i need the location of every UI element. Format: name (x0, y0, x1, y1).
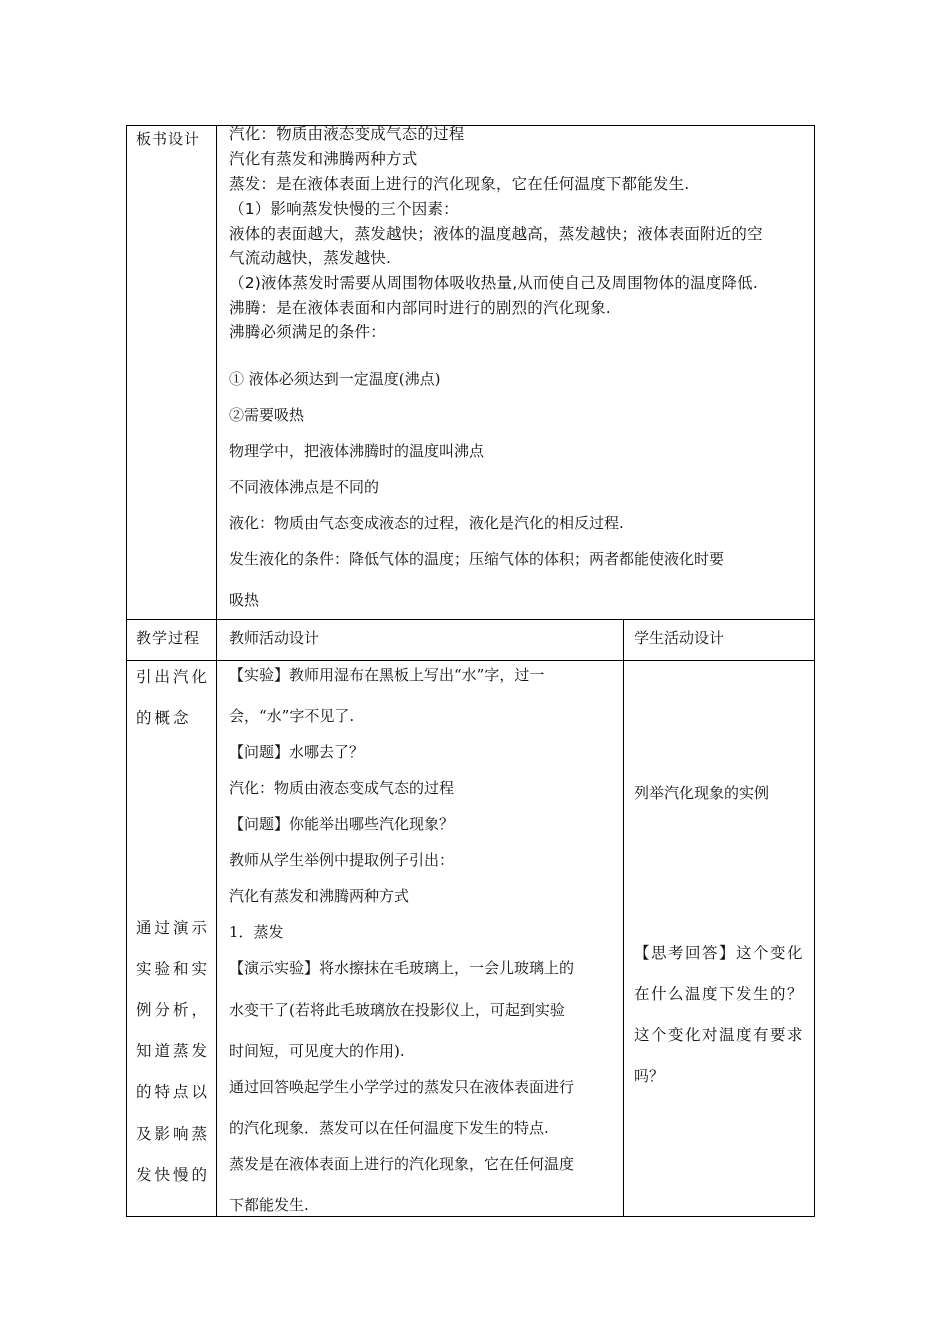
teacher-activity-line: 1．蒸发 (229, 923, 284, 941)
board-line: 吸热 (229, 591, 260, 609)
teacher-activity-line: 【问题】你能举出哪些汽化现象？ (229, 815, 455, 833)
table-border-right (814, 125, 815, 1217)
student-activity-line: 列举汽化现象的实例 (634, 784, 770, 802)
process-step-label: 实验和实 (136, 960, 211, 978)
process-step-label: 例分析， (136, 1001, 211, 1019)
board-line: 蒸发：是在液体表面上进行的汽化现象，它在任何温度下都能发生. (229, 175, 690, 193)
teacher-activity-line: 时间短，可见度大的作用). (229, 1042, 405, 1060)
col-divider-2 (623, 619, 624, 1217)
process-step-label: 及影响蒸 (136, 1125, 211, 1143)
board-line: 汽化有蒸发和沸腾两种方式 (229, 150, 418, 168)
teacher-activity-line: 【实验】教师用湿布在黑板上写出“水”字，过一 (229, 666, 545, 684)
board-line: （1）影响蒸发快慢的三个因素： (229, 200, 459, 218)
board-line: 沸腾必须满足的条件： (229, 323, 387, 341)
board-line: 汽化：物质由液态变成气态的过程 (229, 125, 465, 143)
header-student: 学生活动设计 (634, 629, 725, 647)
process-step-label: 发快慢的 (136, 1166, 211, 1184)
board-line: 液化：物质由气态变成液态的过程，液化是汽化的相反过程. (229, 514, 624, 532)
teacher-activity-line: 教师从学生举例中提取例子引出： (229, 851, 455, 869)
board-line: （2)液体蒸发时需要从周围物体吸收热量,从而使自己及周围物体的温度降低. (229, 274, 758, 292)
board-line: 物理学中，把液体沸腾时的温度叫沸点 (229, 442, 485, 460)
student-activity-line: 吗？ (634, 1067, 665, 1085)
board-line: 液体的表面越大，蒸发越快；液体的温度越高，蒸发越快；液体表面附近的空 (229, 225, 763, 243)
board-line: ① 液体必须达到一定温度(沸点) (229, 370, 441, 388)
process-step-label: 通过演示 (136, 919, 211, 937)
process-step-label: 的特点以 (136, 1083, 211, 1101)
table-border-bottom (126, 1216, 815, 1217)
col-divider-1 (216, 125, 217, 1217)
teacher-activity-line: 汽化有蒸发和沸腾两种方式 (229, 887, 410, 905)
row-divider-1 (126, 619, 815, 620)
student-activity-line: 在什么温度下发生的？ (634, 985, 805, 1003)
board-line: 气流动越快，蒸发越快. (229, 249, 392, 267)
student-activity-line: 【思考回答】这个变化 (634, 944, 805, 962)
teacher-activity-line: 通过回答唤起学生小学学过的蒸发只在液体表面进行 (229, 1078, 575, 1096)
row-divider-2 (126, 660, 815, 661)
student-activity-line: 这个变化对温度有要求 (634, 1026, 805, 1044)
teacher-activity-line: 水变干了(若将此毛玻璃放在投影仪上，可起到实验 (229, 1001, 565, 1019)
teacher-activity-line: 汽化：物质由液态变成气态的过程 (229, 779, 455, 797)
teacher-activity-line: 【演示实验】将水擦抹在毛玻璃上，一会儿玻璃上的 (229, 959, 575, 977)
board-line: ②需要吸热 (229, 406, 305, 424)
board-line: 沸腾：是在液体表面和内部同时进行的剧烈的汽化现象. (229, 299, 611, 317)
teacher-activity-line: 会，“水”字不见了. (229, 707, 355, 725)
teacher-activity-line: 蒸发是在液体表面上进行的汽化现象，它在任何温度 (229, 1155, 575, 1173)
teacher-activity-line: 【问题】水哪去了？ (229, 743, 365, 761)
board-line: 发生液化的条件：降低气体的温度；压缩气体的体积；两者都能使液化时要 (229, 550, 725, 568)
process-step-label: 的概念 (136, 709, 192, 727)
table-top-tick (799, 125, 815, 126)
teacher-activity-line: 下都能发生. (229, 1196, 309, 1214)
board-line: 不同液体沸点是不同的 (229, 478, 380, 496)
header-process: 教学过程 (136, 629, 201, 647)
header-teacher: 教师活动设计 (229, 629, 320, 647)
process-step-label: 引出汽化 (136, 668, 211, 686)
board-design-label: 板书设计 (136, 130, 201, 148)
teacher-activity-line: 的汽化现象．蒸发可以在任何温度下发生的特点. (229, 1119, 549, 1137)
process-step-label: 知道蒸发 (136, 1042, 211, 1060)
table-border-left (126, 125, 127, 1217)
